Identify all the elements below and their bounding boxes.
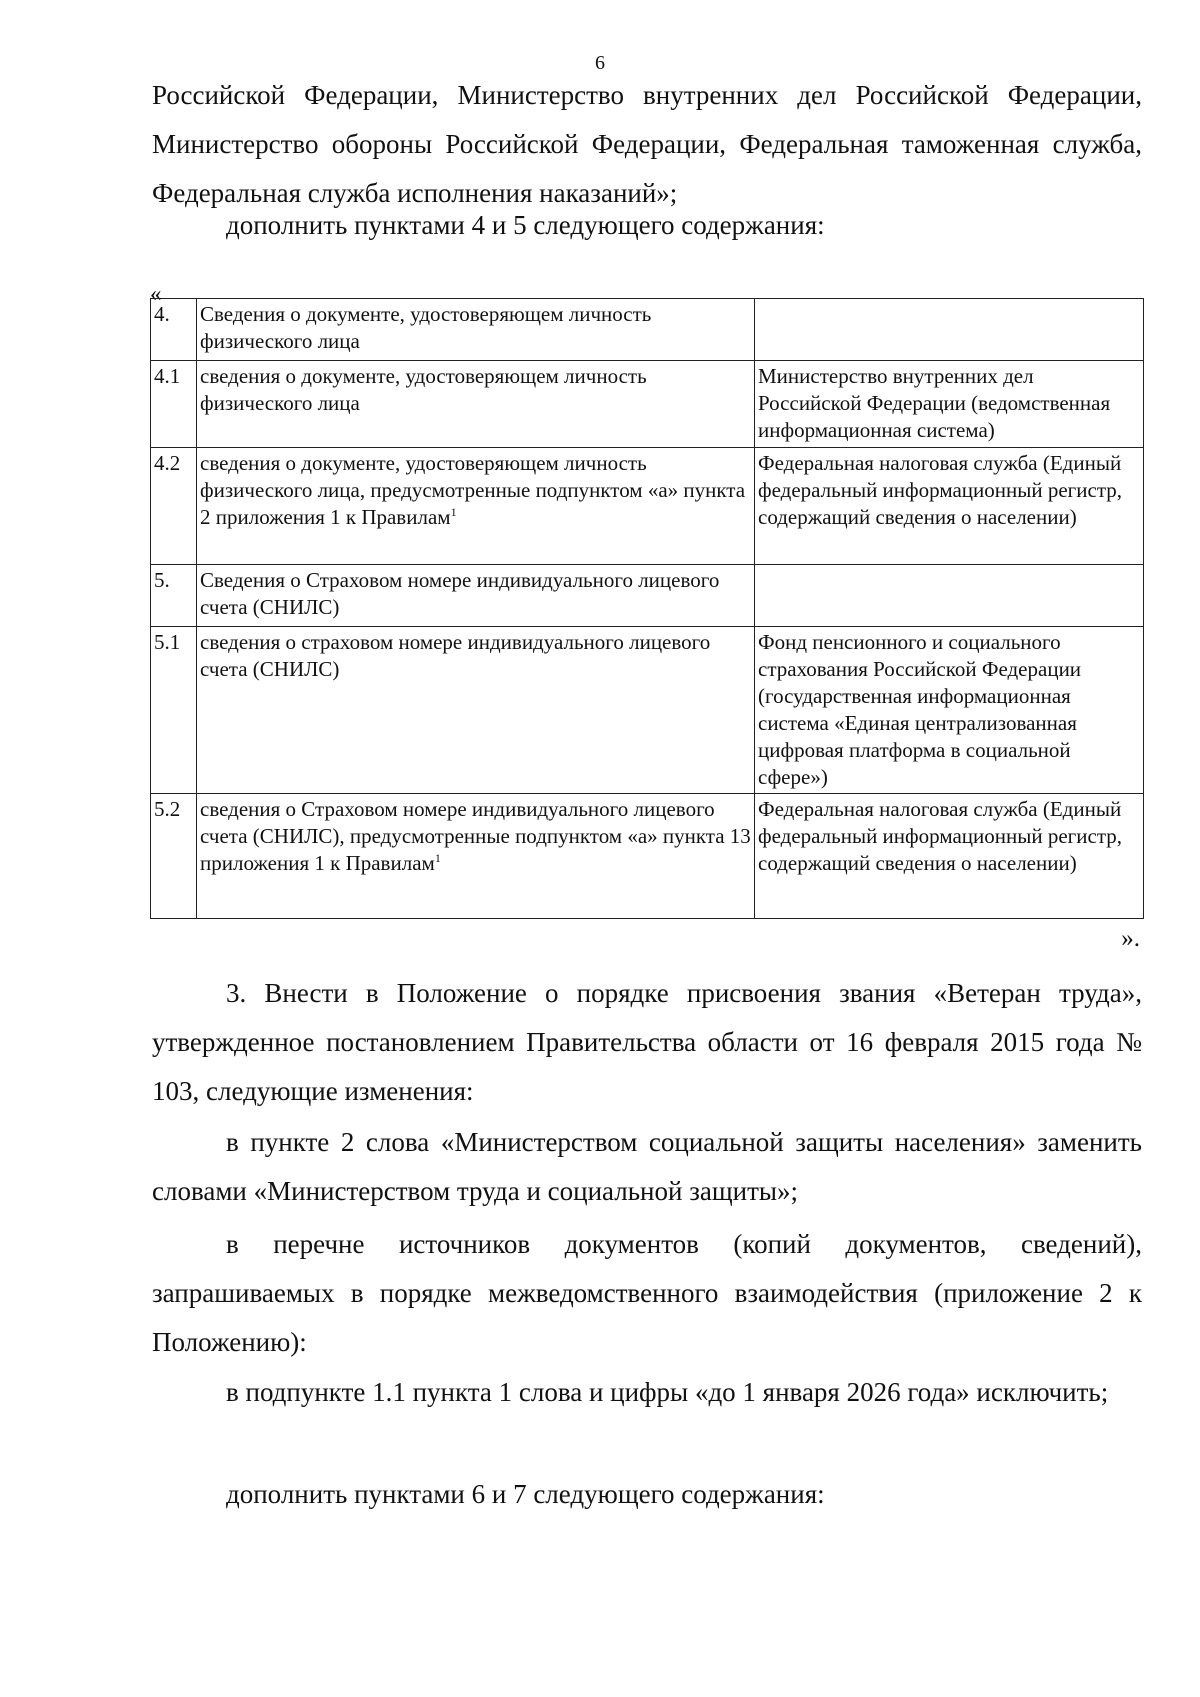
closing-quote-mark: ». <box>1121 925 1140 952</box>
row-number: 5.2 <box>151 794 197 919</box>
table-row <box>151 299 1144 361</box>
section3-paragraph-1: 3. Внести в Положение о порядке присвоения звания «Ветеран труда», утвержденное постановлением Правительства области от 16 февраля 2015 года № 103, следующие изменения: <box>152 978 1142 1106</box>
table-row <box>151 794 1144 919</box>
row-number: 4.2 <box>151 448 197 565</box>
row-source <box>755 565 1144 627</box>
row-name-text: сведения о Страховом номере индивидуального лицевого счета (СНИЛС), предусмотренные подпунктом «а» пункта 13 приложения 1 к Правилам <box>200 797 751 875</box>
section3-paragraph-5: дополнить пунктами 6 и 7 следующего содержания: <box>226 1479 825 1509</box>
section3-paragraph-2: в пункте 2 слова «Министерством социальной защиты населения» заменить словами «Министерством труда и социальной защиты»; <box>152 1127 1142 1206</box>
row-number: 5. <box>151 565 197 627</box>
footnote-marker: 1 <box>450 505 457 519</box>
inserted-items-table <box>150 298 1144 919</box>
table-row <box>151 448 1144 565</box>
row-name <box>197 794 755 919</box>
section3-paragraph-3: в перечне источников документов (копий документов, сведений), запрашиваемых в порядке межведомственного взаимодействия (приложение 2 к Положению): <box>152 1229 1142 1357</box>
intro-continuation: Российской Федерации, Министерство внутренних дел Российской Федерации, Министерство обороны Российской Федерации, Федеральная таможенная служба, Федеральная служба исполнения наказаний»; <box>152 80 1142 208</box>
row-name: Сведения о документе, удостоверяющем личность физического лица <box>197 299 755 361</box>
page-number: 6 <box>595 52 605 74</box>
section3-paragraph-4: в подпункте 1.1 пункта 1 слова и цифры «до 1 января 2026 года» исключить; <box>226 1377 1109 1407</box>
table-row <box>151 627 1144 794</box>
row-name: Сведения о Страховом номере индивидуального лицевого счета (СНИЛС) <box>197 565 755 627</box>
row-number: 4.1 <box>151 361 197 448</box>
row-source: Федеральная налоговая служба (Единый федеральный информационный регистр, содержащий сведения о населении) <box>755 794 1144 919</box>
row-source: Фонд пенсионного и социального страхования Российской Федерации (государственная информационная система «Единая централизованная цифровая платформа в социальной сфере») <box>755 627 1144 794</box>
row-name-text: сведения о документе, удостоверяющем личность физического лица, предусмотренные подпунктом «а» пункта 2 приложения 1 к Правилам <box>200 451 746 529</box>
row-number: 5.1 <box>151 627 197 794</box>
row-name: сведения о документе, удостоверяющем личность физического лица <box>197 361 755 448</box>
table-row <box>151 565 1144 627</box>
intro-add-items: дополнить пунктами 4 и 5 следующего содержания: <box>226 210 825 240</box>
table-row <box>151 361 1144 448</box>
row-source: Федеральная налоговая служба (Единый федеральный информационный регистр, содержащий сведения о населении) <box>755 448 1144 565</box>
row-source: Министерство внутренних дел Российской Федерации (ведомственная информационная система) <box>755 361 1144 448</box>
footnote-marker: 1 <box>434 851 441 865</box>
opening-quote-mark: « <box>150 281 162 306</box>
row-name <box>197 448 755 565</box>
row-source <box>755 299 1144 361</box>
row-name: сведения о страховом номере индивидуального лицевого счета (СНИЛС) <box>197 627 755 794</box>
row-number: 4. <box>151 299 197 361</box>
